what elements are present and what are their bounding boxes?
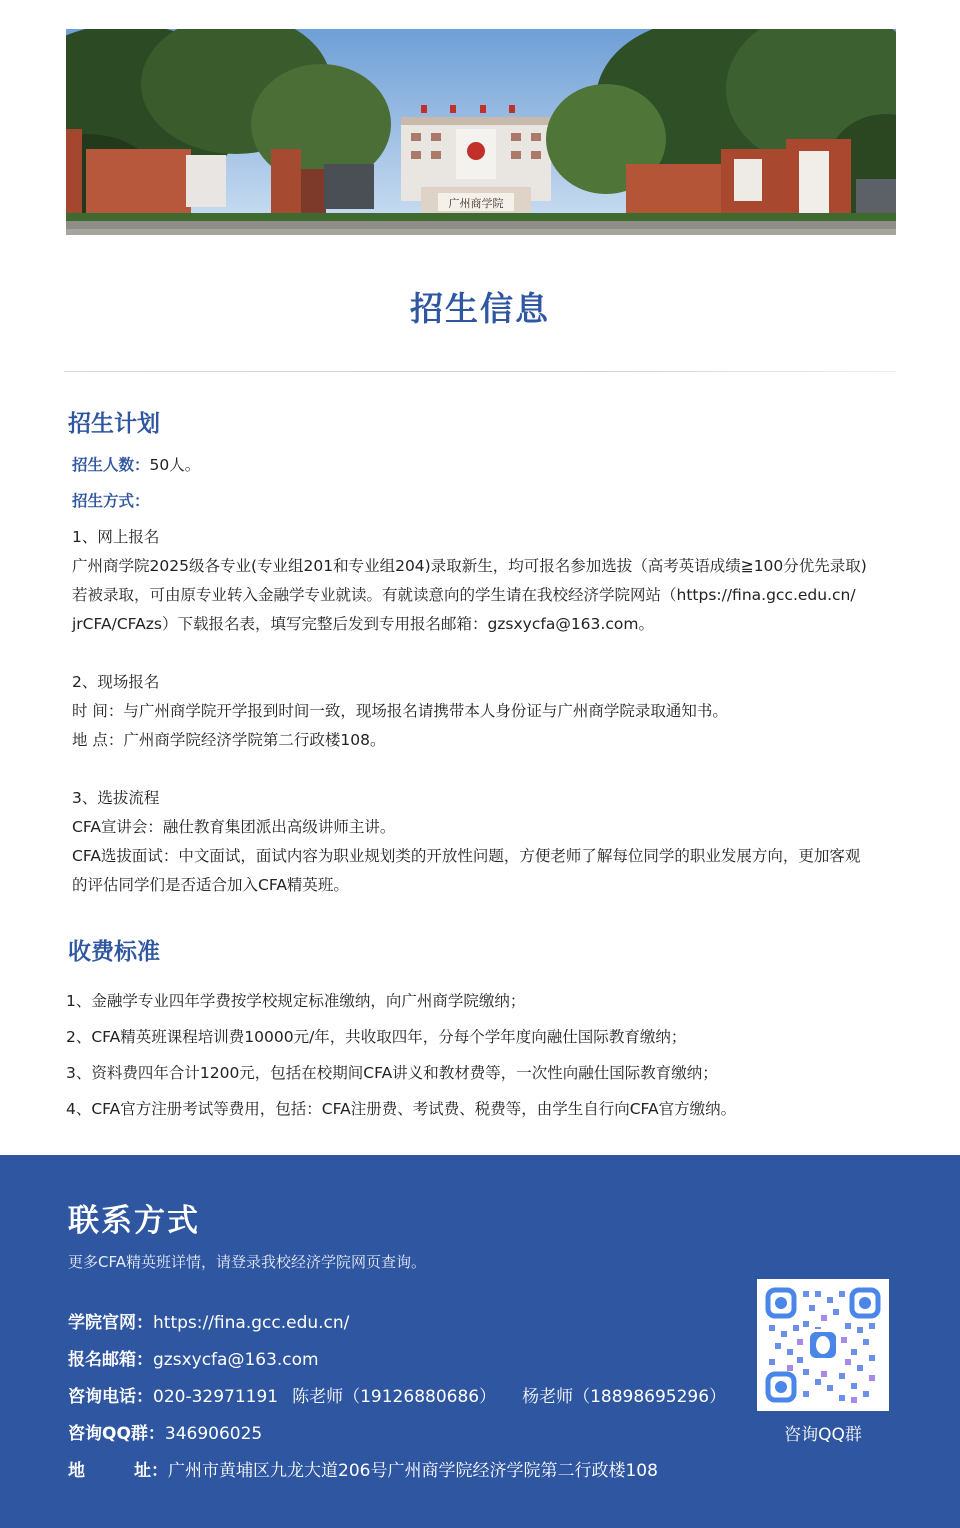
contact-qq — [68, 1416, 726, 1453]
address-label-1: 地 — [68, 1461, 85, 1481]
contact-phone — [68, 1379, 726, 1416]
website-label: 学院官网： — [68, 1313, 153, 1333]
page-title: 招生信息 — [410, 289, 550, 328]
online-line-1: 广州商学院2025级各专业(专业组201和专业组204)录取新生，均可报名参加选拔（高考英语成绩≧100分优先录取) — [72, 557, 867, 575]
contact-note: 更多CFA精英班详情，请登录我校经济学院网页查询。 — [68, 1253, 426, 1271]
fee-item: 3、资料费四年合计1200元，包括在校期间CFA讲义和教材费等，一次性向融仕国际教育缴纳； — [66, 1064, 718, 1082]
website-link[interactable]: https://fina.gcc.edu.cn/ — [153, 1313, 350, 1333]
enrollment-method-label — [72, 487, 902, 516]
qq-number: 346906025 — [164, 1424, 263, 1444]
title-divider — [64, 371, 896, 372]
contact-website — [68, 1305, 726, 1342]
qq-label: 咨询QQ群： — [68, 1424, 165, 1444]
phone-number: 020-32971191 — [153, 1387, 279, 1407]
qq-group-qr-code — [757, 1279, 889, 1411]
selection-title: 3、选拔流程 — [72, 789, 160, 807]
selection-lecture: CFA宣讲会：融仕教育集团派出高级讲师主讲。 — [72, 818, 396, 836]
enrollment-count — [72, 451, 902, 480]
qr-caption: 咨询QQ群 — [784, 1425, 862, 1445]
section-heading-fees: 收费标准 — [68, 939, 160, 965]
contact-list — [68, 1305, 726, 1490]
section-heading-plan: 招生计划 — [68, 411, 160, 437]
teacher-chen: 陈老师（19126880686） — [292, 1387, 497, 1407]
contact-address — [68, 1453, 726, 1490]
fee-item: 4、CFA官方注册考试等费用，包括：CFA注册费、考试费、税费等，由学生自行向CFA官方缴纳。 — [66, 1100, 737, 1118]
address-label-2: 址： — [134, 1461, 168, 1481]
contact-email — [68, 1342, 726, 1379]
onsite-title: 2、现场报名 — [72, 673, 160, 691]
onsite-time: 时 间：与广州商学院开学报到时间一致，现场报名请携带本人身份证与广州商学院录取通知书。 — [72, 702, 728, 720]
onsite-place: 地 点：广州商学院经济学院第二行政楼108。 — [72, 731, 386, 749]
fee-item: 2、CFA精英班课程培训费10000元/年，共收取四年，分每个学年度向融仕国际教育缴纳； — [66, 1028, 687, 1046]
enrollment-count-value: 50人。 — [149, 456, 201, 474]
contact-heading: 联系方式 — [68, 1203, 200, 1239]
selection-interview-2: 的评估同学们是否适合加入CFA精英班。 — [72, 876, 349, 894]
email-link[interactable]: gzsxycfa@163.com — [153, 1350, 319, 1370]
online-line-3: jrCFA/CFAzs）下载报名表，填写完整后发到专用报名邮箱：gzsxycfa@163.com。 — [72, 615, 654, 633]
online-line-2: 若被录取，可由原专业转入金融学专业就读。有就读意向的学生请在我校经济学院网站（https://fina.gcc.edu.cn/ — [72, 586, 856, 604]
online-title: 1、网上报名 — [72, 528, 160, 546]
phone-label: 咨询电话： — [68, 1387, 153, 1407]
enrollment-count-label: 招生人数： — [72, 456, 150, 474]
teacher-yang: 杨老师（18898695296） — [522, 1387, 727, 1407]
email-label: 报名邮箱： — [68, 1350, 153, 1370]
gate-sign-text: 广州商学院 — [448, 198, 504, 210]
method-label-text: 招生方式： — [72, 492, 150, 510]
campus-gate-photo — [66, 29, 896, 235]
selection-interview-1: CFA选拔面试：中文面试，面试内容为职业规划类的开放性问题，方便老师了解每位同学的职业发展方向，更加客观 — [72, 847, 861, 865]
plan-block — [72, 451, 902, 516]
fee-item: 1、金融学专业四年学费按学校规定标准缴纳，向广州商学院缴纳； — [66, 992, 526, 1010]
enrollment-methods — [72, 523, 902, 900]
fee-list — [66, 983, 926, 1127]
address-text: 广州市黄埔区九龙大道206号广州商学院经济学院第二行政楼108 — [168, 1461, 658, 1481]
contact-footer — [0, 1155, 960, 1528]
